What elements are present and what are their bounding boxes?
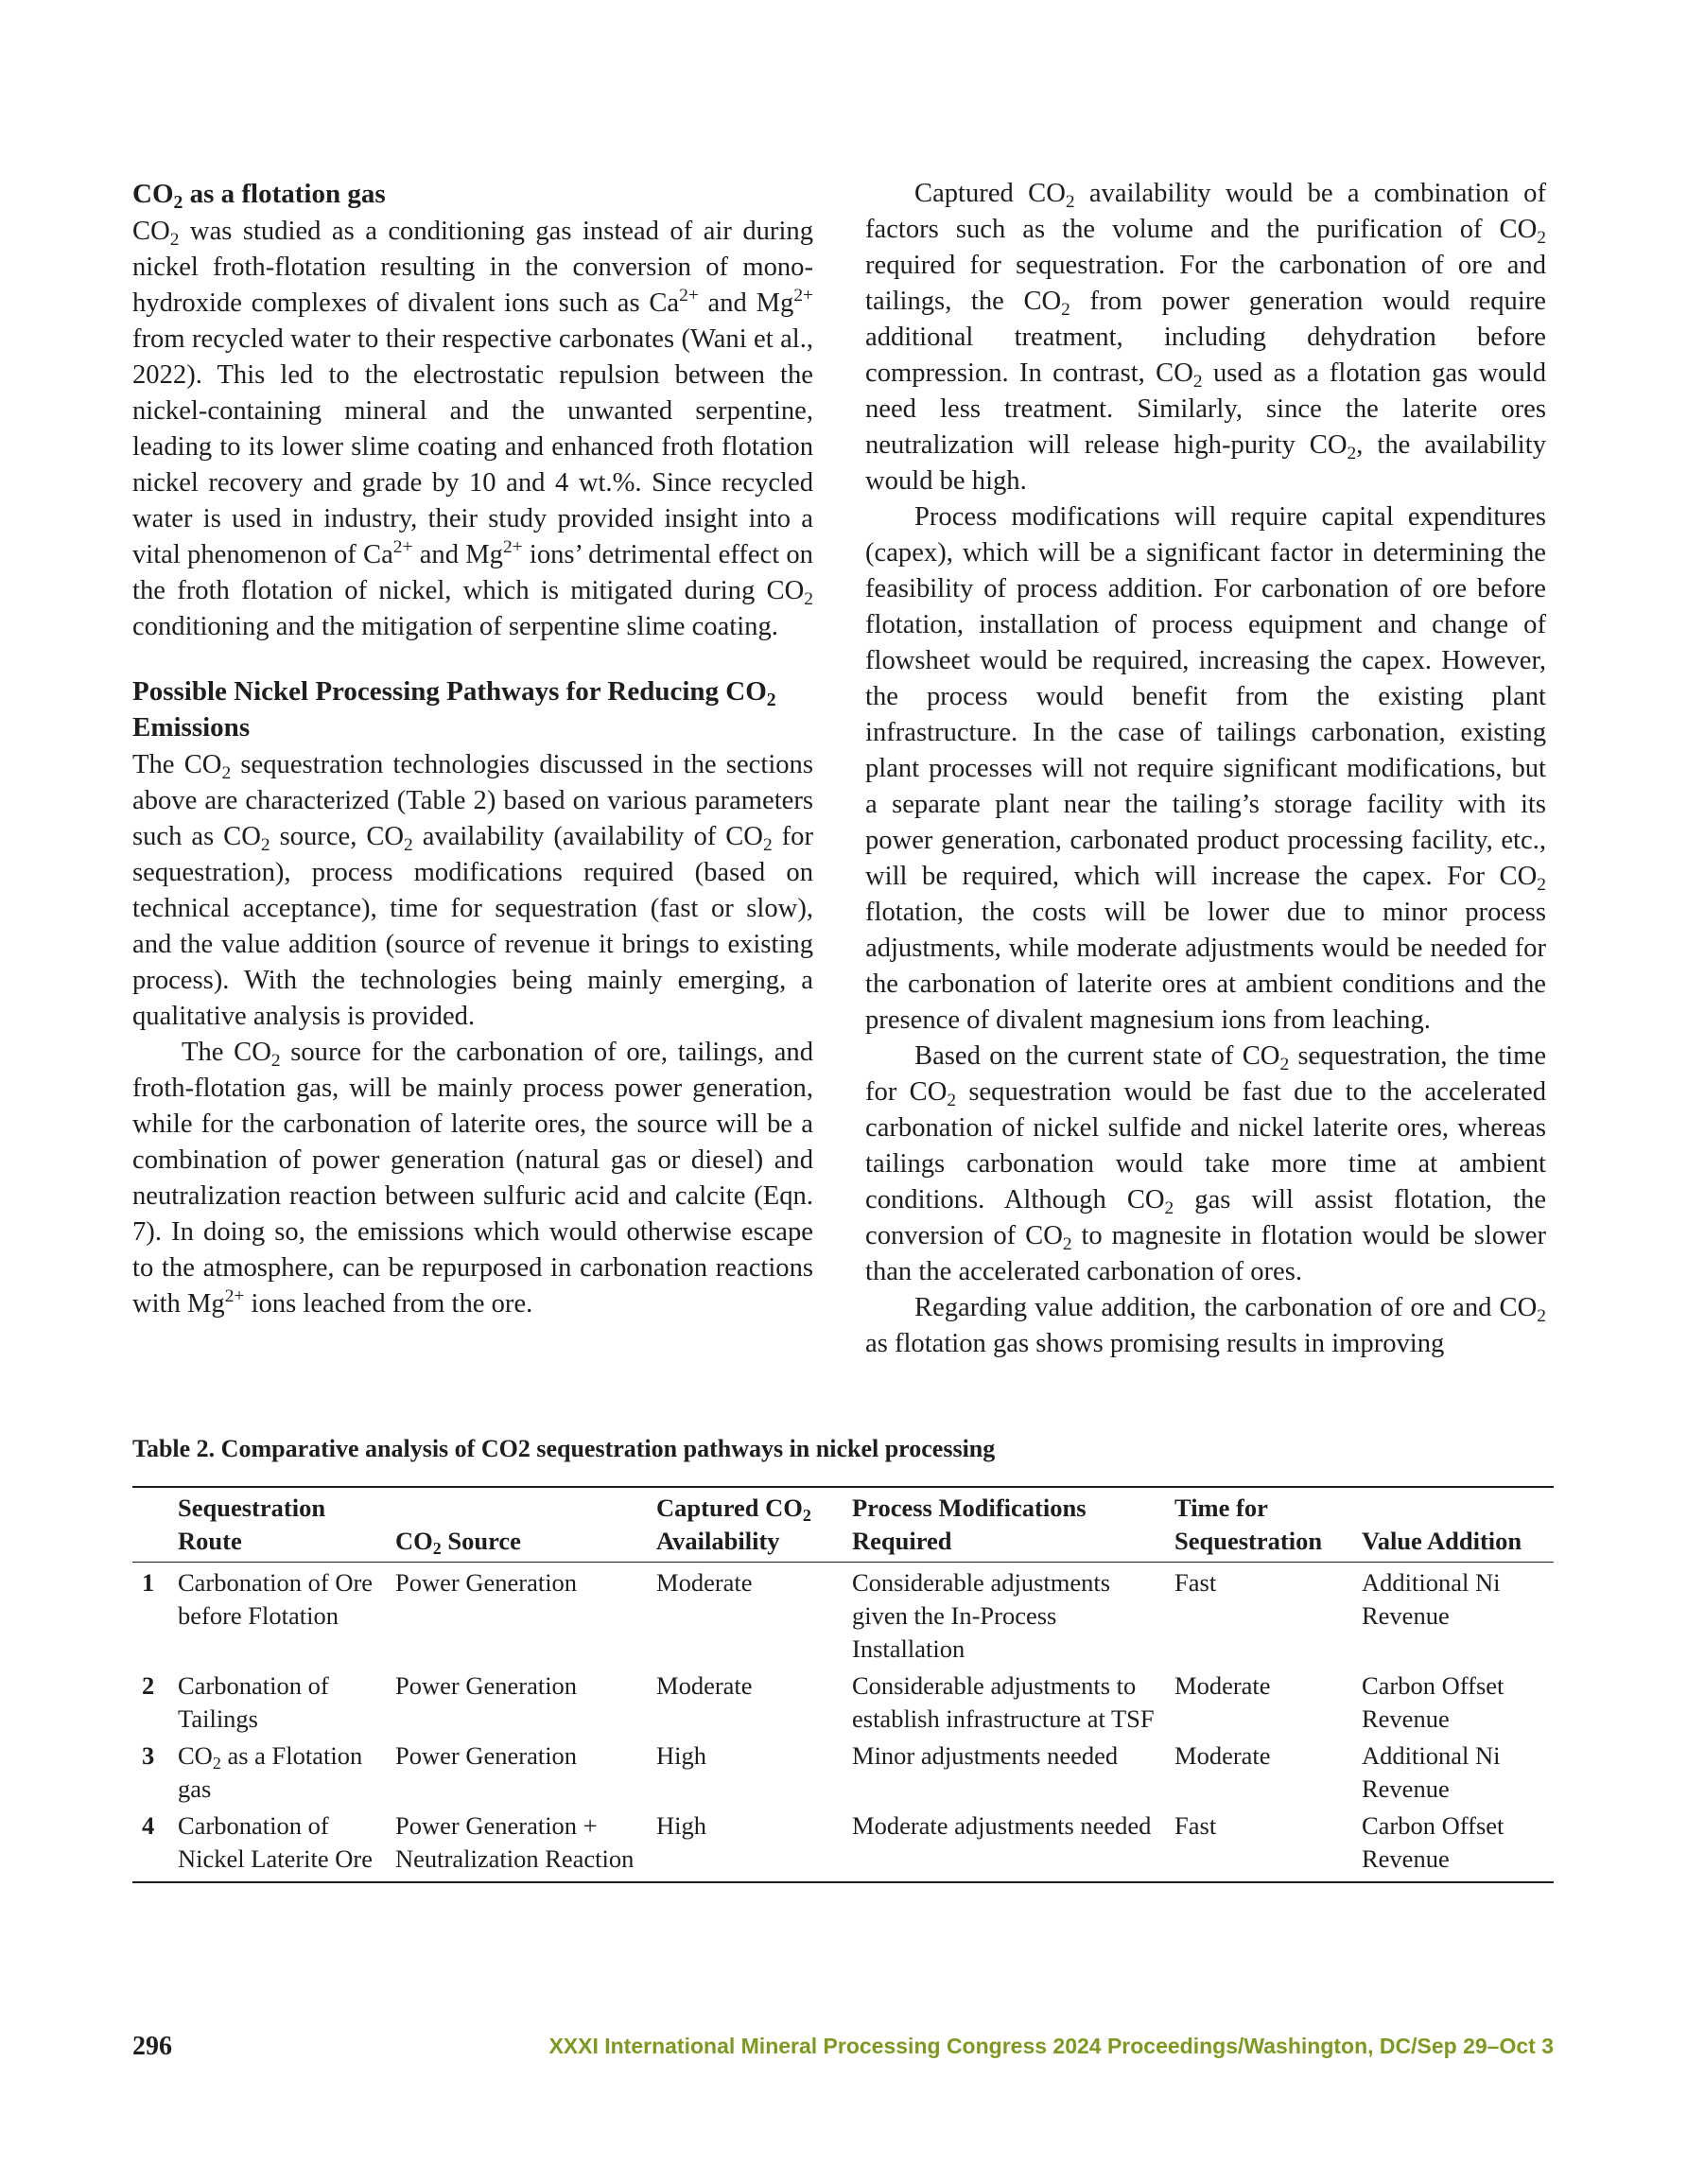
header-source: $CO_2$ Source bbox=[395, 1527, 521, 1559]
row-number: 3 bbox=[142, 1741, 155, 1770]
row-number: 2 bbox=[142, 1671, 155, 1700]
cell-route: Carbonation of Ore before Flotation bbox=[178, 1568, 374, 1630]
paragraph: Captured $CO_2$ availability would be a combination of factors such as the volume and the purification of $CO_2$ required for sequestration. For the carbonation of ore and tailings, the $CO_2$ from power generation would require additional treatment, including dehydration before compression. In contrast, $CO_2$ used as a flotation gas would need less treatment. Similarly, since the laterite ores neutralization will release high-purity $CO_2$, the availability would be high. bbox=[865, 179, 1546, 496]
cell-time: Moderate bbox=[1174, 1741, 1271, 1770]
cell-availability: Moderate bbox=[656, 1671, 753, 1700]
table-row bbox=[132, 1563, 1554, 1667]
cell-availability: High bbox=[656, 1811, 706, 1840]
table-row bbox=[132, 1806, 1554, 1882]
cell-time: Fast bbox=[1174, 1568, 1217, 1597]
cell-value: Additional Ni Revenue bbox=[1362, 1568, 1501, 1630]
cell-modifications: Considerable adjustments to establish infrastructure at TSF bbox=[852, 1671, 1155, 1733]
cell-time: Moderate bbox=[1174, 1671, 1271, 1700]
cell-modifications: Minor adjustments needed bbox=[852, 1741, 1119, 1770]
cell-availability: High bbox=[656, 1741, 706, 1770]
header-route: Sequestration Route bbox=[178, 1494, 326, 1555]
paragraph: Process modifications will require capital expenditures (capex), which will be a significant factor in determining the feasibility of process addition. For carbonation of ore before flotation, installation of process equipment and change of flowsheet would be required, increasing the capex. However, the process would benefit from the existing plant infrastructure. In the case of tailings carbonation, existing plant processes will not require significant modifications, but a separate plant near the tailing’s storage facility with its power generation, carbonated product processing facility, etc., will be required, which will increase the capex. For $CO_2$ flotation, the costs will be lower due to minor process adjustments, while moderate adjustments would be needed for the carbonation of laterite ores at ambient conditions and the presence of divalent magnesium ions from leaching. bbox=[865, 502, 1546, 1035]
paragraph: $CO_2$ was studied as a conditioning gas instead of air during nickel froth-flotation resulting in the conversion of mono-hydroxide complexes of divalent ions such as $Ca^{2+}$ and $Mg^{2+}$ from recycled water to their respective carbonates (Wani et al., 2022). This led to the electrostatic repulsion between the nickel-containing mineral and the unwanted serpentine, leading to its lower slime coating and enhanced froth flotation nickel recovery and grade by 10 and 4 wt.%. Since recycled water is used in industry, their study provided insight into a vital phenomenon of $Ca^{2+}$ and $Mg^{2+}$ ions’ detrimental effect on the froth flotation of nickel, which is mitigated during $CO_2$ conditioning and the mitigation of serpentine slime coating. bbox=[132, 217, 813, 641]
table-header-row bbox=[132, 1487, 1554, 1563]
row-number: 4 bbox=[142, 1811, 155, 1840]
page-footer bbox=[132, 2032, 1554, 2070]
left-column bbox=[132, 176, 813, 1322]
cell-route: Carbonation of Nickel Laterite Ore bbox=[178, 1811, 373, 1873]
comparison-table bbox=[132, 1486, 1554, 1883]
right-column bbox=[865, 176, 1546, 1362]
table-row bbox=[132, 1736, 1554, 1806]
paragraph: The $CO_2$ sequestration technologies discussed in the sections above are characterized (Table 2) based on various parameters such as $CO_2$ source, $CO_2$ availability (availability of $CO_2$ for sequestration), process modifications required (based on technical acceptance), time for sequestration (fast or slow), and the value addition (source of revenue it brings to existing process). With the technologies being mainly emerging, a qualitative analysis is provided. bbox=[132, 750, 813, 1031]
cell-time: Fast bbox=[1174, 1811, 1217, 1840]
cell-modifications: Considerable adjustments given the In-Process Installation bbox=[852, 1568, 1111, 1663]
cell-source: Power Generation bbox=[395, 1741, 578, 1770]
section-heading-pathways: Possible Nickel Processing Pathways for Reducing $CO_2$ Emissions bbox=[132, 676, 776, 743]
section-heading-co2-flotation: $CO_2$ as a flotation gas bbox=[132, 179, 386, 213]
page-number: 296 bbox=[132, 2032, 172, 2061]
paragraph: Regarding value addition, the carbonation of ore and $CO_2$ as flotation gas shows promising results in improving bbox=[865, 1293, 1546, 1358]
cell-source: Power Generation bbox=[395, 1671, 578, 1700]
cell-modifications: Moderate adjustments needed bbox=[852, 1811, 1152, 1840]
cell-value: Carbon Offset Revenue bbox=[1362, 1671, 1504, 1733]
cell-value: Carbon Offset Revenue bbox=[1362, 1811, 1504, 1873]
cell-route: Carbonation of Tailings bbox=[178, 1671, 329, 1733]
table-row bbox=[132, 1666, 1554, 1736]
cell-value: Additional Ni Revenue bbox=[1362, 1741, 1501, 1803]
running-footer-title: XXXI International Mineral Processing Congress 2024 Proceedings/Washington, DC/Sep 29–Oct 3 bbox=[548, 2034, 1554, 2058]
cell-route: $CO_2$ as a Flotation gas bbox=[178, 1741, 363, 1803]
header-time: Time for Sequestration bbox=[1174, 1494, 1323, 1555]
header-num bbox=[132, 1487, 178, 1563]
cell-source: Power Generation bbox=[395, 1568, 578, 1597]
table-2 bbox=[132, 1433, 1554, 1883]
paragraph: The $CO_2$ source for the carbonation of ore, tailings, and froth-flotation gas, will be mainly process power generation, while for the carbonation of laterite ores, the source will be a combination of power generation (natural gas or diesel) and neutralization reaction between sulfuric acid and calcite (Eqn. 7). In doing so, the emissions which would otherwise escape to the atmosphere, can be repurposed in carbonation reactions with $Mg^{2+}$ ions leached from the ore. bbox=[132, 1038, 813, 1319]
row-number: 1 bbox=[142, 1568, 155, 1597]
header-modifications: Process Modifications Required bbox=[852, 1494, 1087, 1555]
header-value: Value Addition bbox=[1362, 1527, 1522, 1555]
cell-availability: Moderate bbox=[656, 1568, 753, 1597]
header-availability: Captured $CO_2$ Availability bbox=[656, 1494, 811, 1555]
table-caption: Table 2. Comparative analysis of CO2 sequestration pathways in nickel processing bbox=[132, 1435, 996, 1462]
paragraph: Based on the current state of $CO_2$ sequestration, the time for $CO_2$ sequestration would be fast due to the accelerated carbonation of nickel sulfide and nickel laterite ores, whereas tailings carbonation would take more time at ambient conditions. Although $CO_2$ gas will assist flotation, the conversion of $CO_2$ to magnesite in flotation would be slower than the accelerated carbonation of ores. bbox=[865, 1041, 1547, 1286]
cell-source: Power Generation + Neutralization Reaction bbox=[395, 1811, 635, 1873]
